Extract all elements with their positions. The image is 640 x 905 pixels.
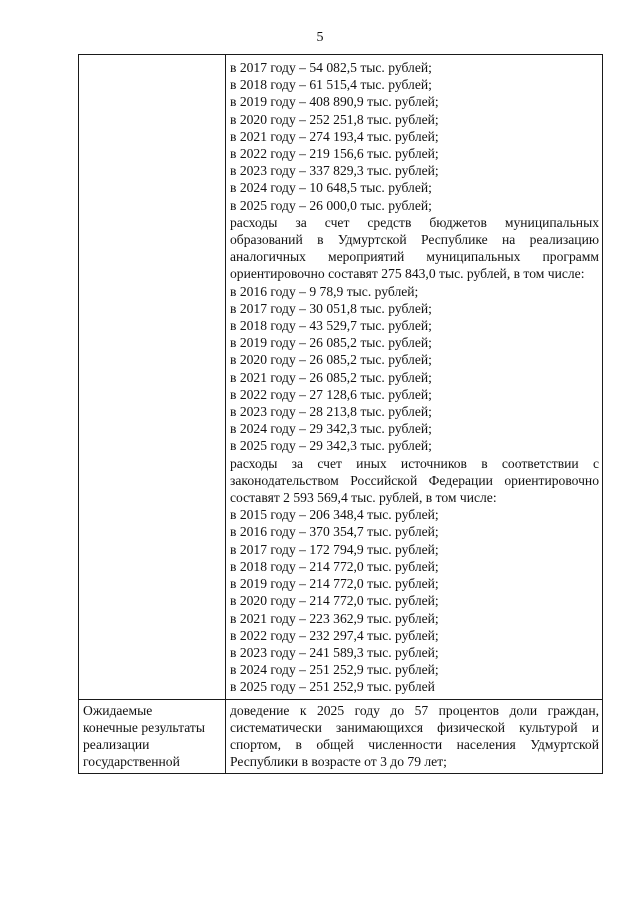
other-funding-intro: расходы за счет иных источников в соответствии с законодательством Российской Федерации ориентировочно составят 2 593 569,4 тыс. рублей, в том числе: <box>230 455 599 506</box>
list-item: в 2016 году – 370 354,7 тыс. рублей; <box>230 524 439 540</box>
list-item: в 2018 году – 214 772,0 тыс. рублей; <box>230 558 439 574</box>
list-item: в 2024 году – 10 648,5 тыс. рублей; <box>230 180 432 196</box>
list-item: в 2025 году – 251 252,9 тыс. рублей <box>230 679 435 695</box>
list-item: в 2023 году – 241 589,3 тыс. рублей; <box>230 644 439 660</box>
list-item: в 2019 году – 26 085,2 тыс. рублей; <box>230 335 432 351</box>
results-label-line: реализации <box>83 736 150 752</box>
list-item: в 2022 году – 232 297,4 тыс. рублей; <box>230 627 439 643</box>
other-funding-list <box>230 506 599 695</box>
list-item: в 2021 году – 223 362,9 тыс. рублей; <box>230 610 439 626</box>
table-row <box>79 55 603 700</box>
funding-top-list <box>230 59 599 214</box>
list-item: в 2021 году – 26 085,2 тыс. рублей; <box>230 369 432 385</box>
list-item: в 2018 году – 61 515,4 тыс. рублей; <box>230 77 432 93</box>
list-item: в 2016 году – 9 78,9 тыс. рублей; <box>230 283 419 299</box>
program-passport-table <box>78 54 603 774</box>
list-item: в 2020 году – 26 085,2 тыс. рублей; <box>230 352 432 368</box>
results-label-cell <box>79 699 226 774</box>
results-label-line: Ожидаемые <box>83 702 153 718</box>
list-item: в 2022 году – 27 128,6 тыс. рублей; <box>230 386 432 402</box>
funding-cell <box>226 55 603 700</box>
funding-label-cell <box>79 55 226 700</box>
results-cell <box>226 699 603 774</box>
list-item: в 2017 году – 30 051,8 тыс. рублей; <box>230 300 432 316</box>
list-item: в 2024 году – 29 342,3 тыс. рублей; <box>230 421 432 437</box>
results-text: доведение к 2025 году до 57 процентов доли граждан, систематически занимающихся физической культурой и спортом, в общей численности населения Удмуртской Республики в возрасте от 3 до 79 лет; <box>230 702 599 770</box>
results-label-line: государственной <box>83 754 180 770</box>
list-item: в 2019 году – 408 890,9 тыс. рублей; <box>230 94 439 110</box>
list-item: в 2025 году – 26 000,0 тыс. рублей; <box>230 197 432 213</box>
list-item: в 2017 году – 172 794,9 тыс. рублей; <box>230 541 439 557</box>
list-item: в 2015 году – 206 348,4 тыс. рублей; <box>230 507 439 523</box>
results-label-line: конечные результаты <box>83 719 205 735</box>
list-item: в 2023 году – 337 829,3 тыс. рублей; <box>230 163 439 179</box>
list-item: в 2025 году – 29 342,3 тыс. рублей; <box>230 438 432 454</box>
list-item: в 2021 году – 274 193,4 тыс. рублей; <box>230 128 439 144</box>
list-item: в 2017 году – 54 082,5 тыс. рублей; <box>230 60 432 75</box>
municipal-funding-list <box>230 283 599 455</box>
list-item: в 2020 году – 252 251,8 тыс. рублей; <box>230 111 439 127</box>
list-item: в 2024 году – 251 252,9 тыс. рублей; <box>230 662 439 678</box>
list-item: в 2018 году – 43 529,7 тыс. рублей; <box>230 318 432 334</box>
table-row <box>79 699 603 774</box>
list-item: в 2022 году – 219 156,6 тыс. рублей; <box>230 146 439 162</box>
municipal-funding-intro: расходы за счет средств бюджетов муниципальных образований в Удмуртской Республике на реализацию аналогичных мероприятий муниципальных программ ориентировочно составят 275 843,0 тыс. рублей, в том числе: <box>230 214 599 282</box>
page-number: 5 <box>316 30 324 45</box>
list-item: в 2020 году – 214 772,0 тыс. рублей; <box>230 593 439 609</box>
list-item: в 2023 году – 28 213,8 тыс. рублей; <box>230 404 432 420</box>
list-item: в 2019 году – 214 772,0 тыс. рублей; <box>230 576 439 592</box>
